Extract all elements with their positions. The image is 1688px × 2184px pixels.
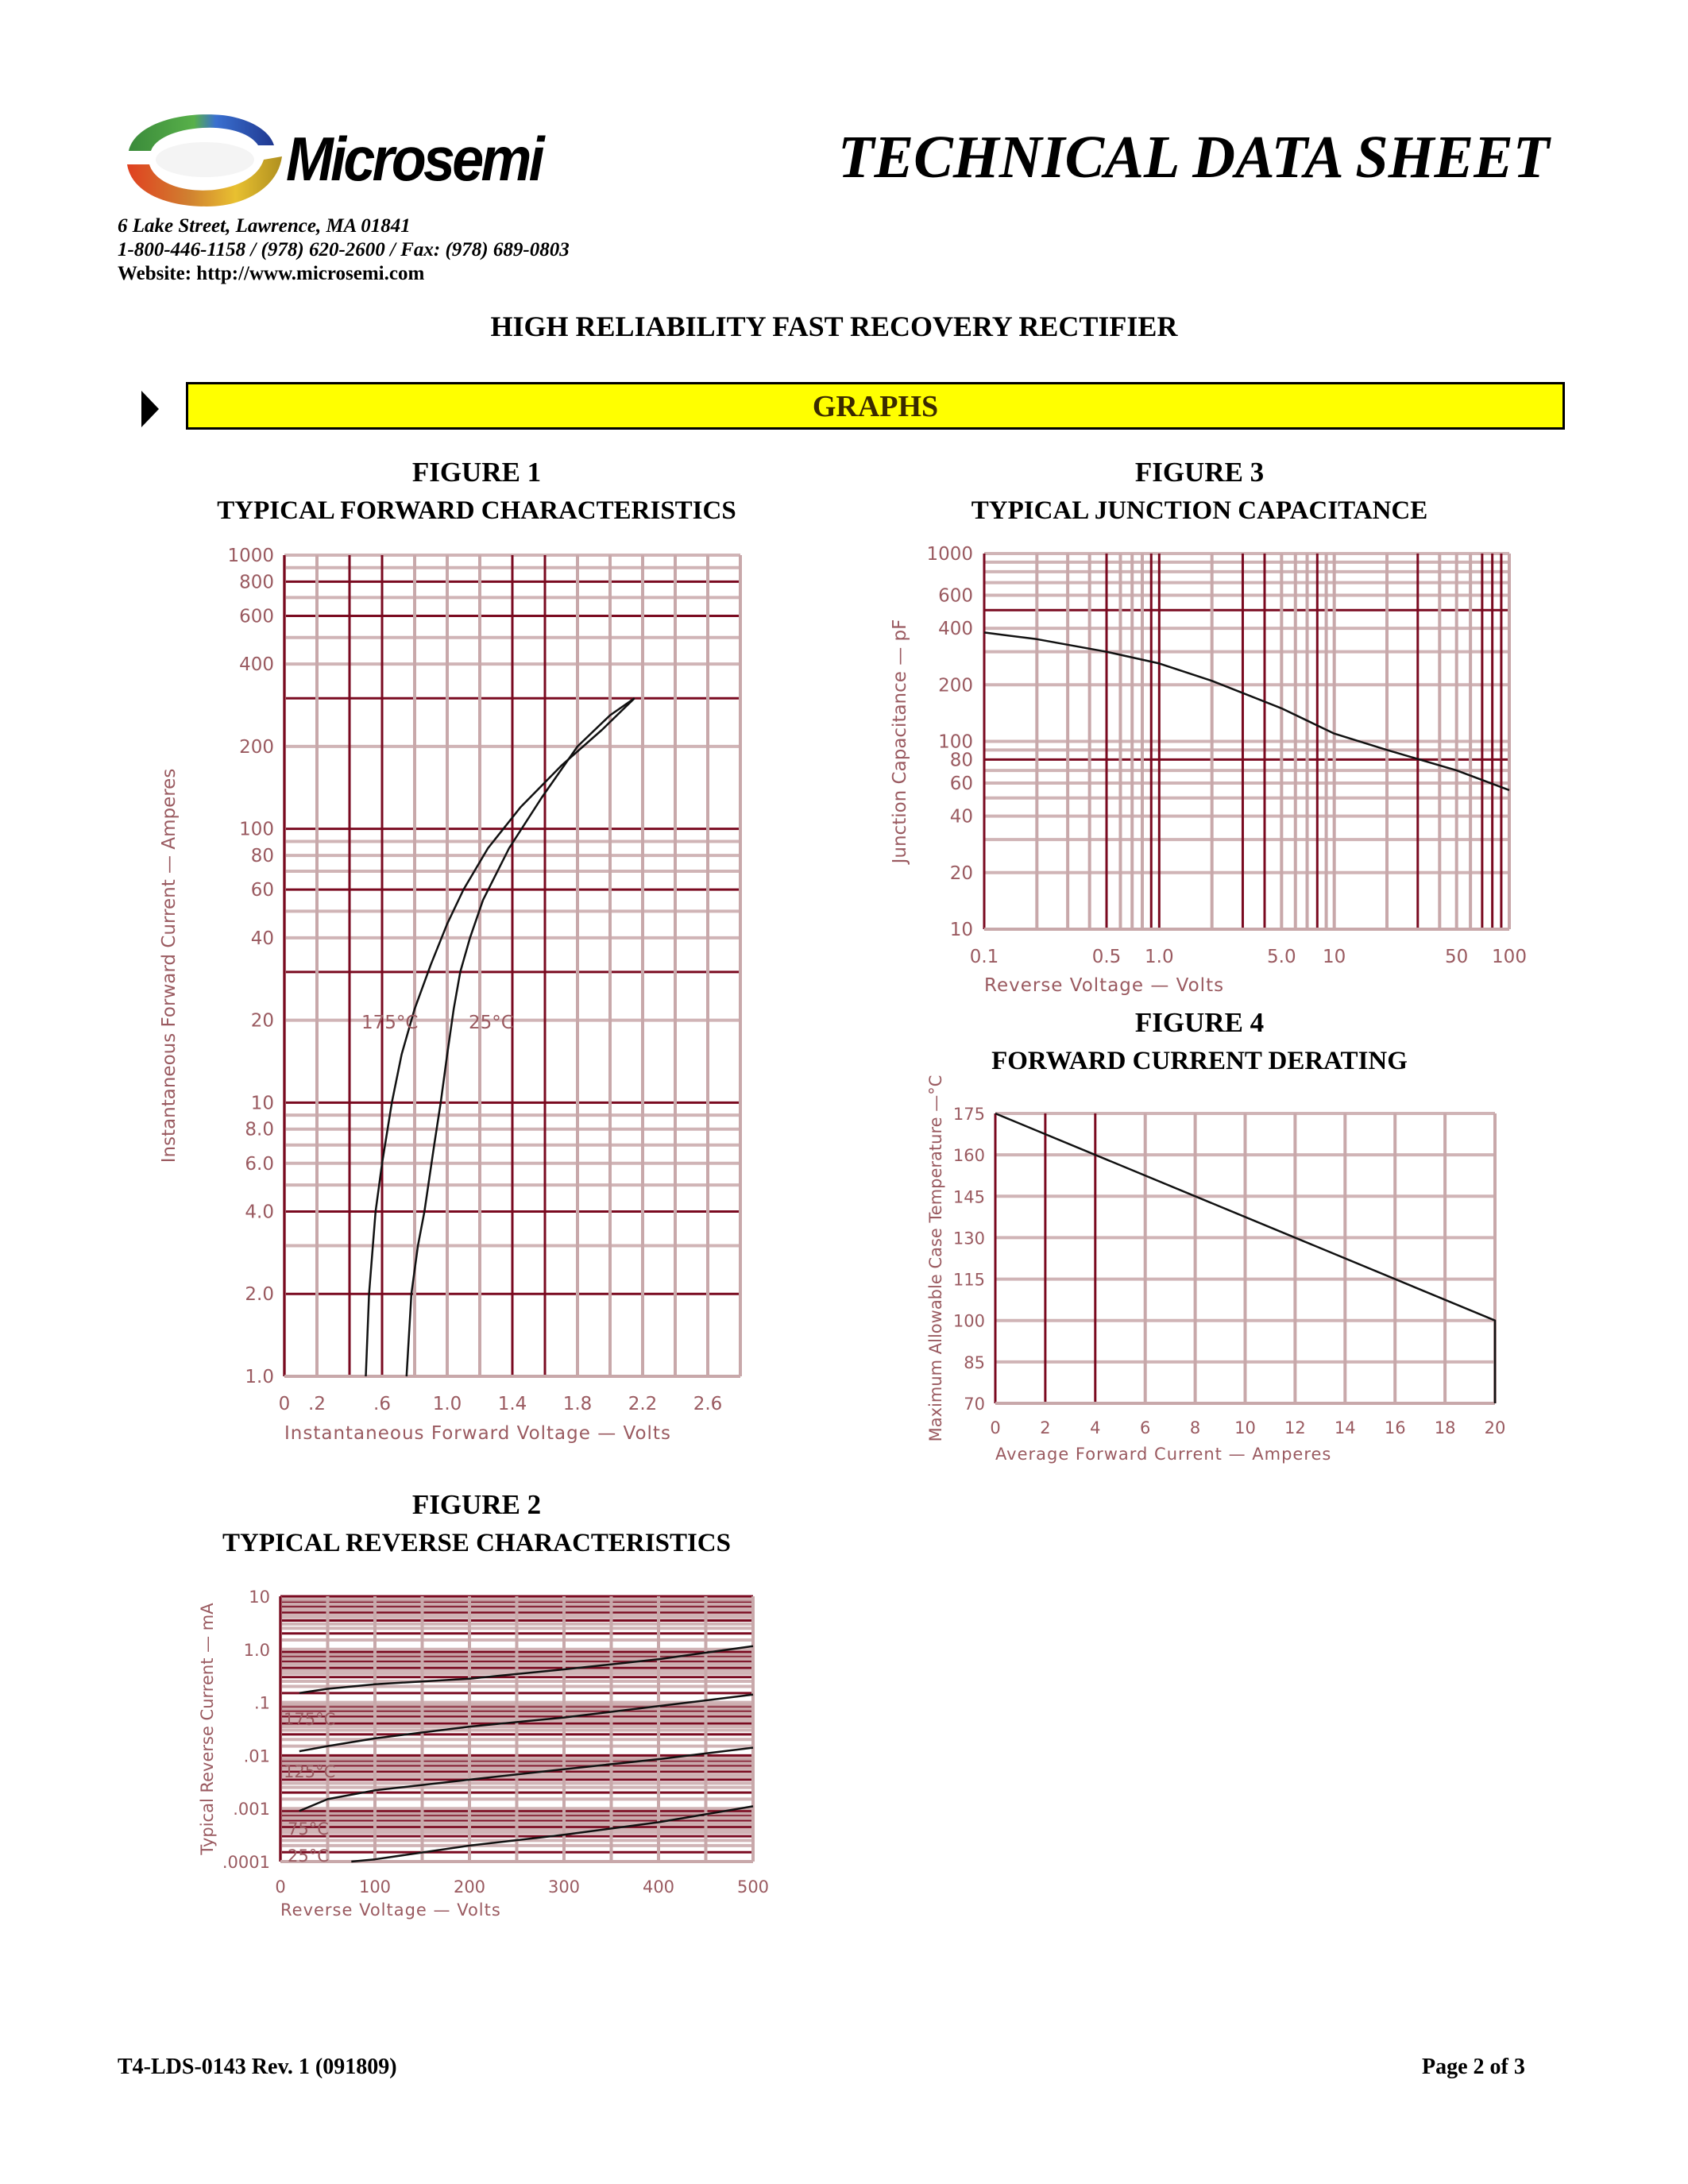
y-axis-label: Instantaneous Forward Current — Amperes	[159, 768, 180, 1163]
figure3-chart	[890, 544, 1527, 996]
y-tick-label: 40	[949, 806, 973, 828]
figure3-title: TYPICAL JUNCTION CAPACITANCE	[971, 496, 1428, 525]
figure4-title: FORWARD CURRENT DERATING	[991, 1047, 1408, 1075]
x-tick-label: 400	[642, 1877, 675, 1897]
y-tick-label: 4.0	[245, 1202, 274, 1223]
x-tick-label: 1.0	[432, 1394, 462, 1414]
figure1-label: FIGURE 1	[411, 457, 542, 488]
y-axis-label: Maximum Allowable Case Temperature —°C	[926, 1075, 945, 1442]
x-tick-label: 12	[1284, 1418, 1306, 1437]
y-tick-label: 60	[250, 880, 274, 901]
series-line-175°C	[366, 698, 635, 1376]
x-axis-label: Average Forward Current — Amperes	[995, 1445, 1332, 1464]
x-tick-label: 200	[453, 1877, 486, 1897]
x-tick-label: 50	[1445, 947, 1469, 967]
y-tick-label: 2.0	[245, 1284, 274, 1306]
y-tick-label: 115	[952, 1270, 985, 1290]
y-tick-label: 60	[949, 773, 973, 794]
x-tick-label: 300	[547, 1877, 581, 1897]
figure1-chart	[159, 546, 740, 1444]
x-tick-label: 5.0	[1267, 947, 1296, 967]
x-tick-label: 0.5	[1091, 947, 1122, 967]
document-title: TECHNICAL DATA SHEET	[838, 124, 1550, 191]
x-tick-label: 100	[358, 1877, 392, 1897]
x-tick-label: .2	[308, 1394, 326, 1414]
x-tick-label: 0	[990, 1418, 1001, 1437]
x-tick-label: 0	[275, 1877, 286, 1897]
y-tick-label: 160	[952, 1146, 985, 1166]
figure1-title: TYPICAL FORWARD CHARACTERISTICS	[217, 496, 736, 525]
figure2-chart	[198, 1588, 769, 1920]
y-tick-label: 40	[250, 928, 274, 949]
x-tick-label: 0.1	[969, 947, 999, 967]
x-tick-label: 1.4	[497, 1394, 527, 1414]
y-tick-label: 20	[250, 1010, 274, 1032]
y-tick-label: 10	[949, 920, 973, 940]
x-tick-label: 10	[1234, 1418, 1256, 1437]
figure2-title: TYPICAL REVERSE CHARACTERISTICS	[222, 1529, 731, 1557]
x-tick-label: 18	[1434, 1418, 1456, 1437]
x-tick-label: 100	[1492, 947, 1527, 967]
x-tick-label: 8	[1189, 1418, 1201, 1437]
y-tick-label: 200	[239, 736, 274, 758]
y-tick-label: 100	[938, 731, 973, 753]
x-tick-label: 2	[1040, 1418, 1051, 1437]
x-tick-label: 1.8	[562, 1394, 593, 1414]
y-tick-label: 10	[249, 1588, 270, 1607]
y-tick-label: 80	[250, 846, 274, 867]
y-tick-label: 800	[239, 572, 274, 593]
x-axis-label: Reverse Voltage — Volts	[280, 1900, 501, 1920]
y-tick-label: 130	[952, 1229, 985, 1248]
y-tick-label: 10	[250, 1093, 274, 1114]
y-tick-label: 600	[239, 606, 274, 627]
y-tick-label: .001	[233, 1800, 270, 1819]
phone-numbers: 1-800-446-1158 / (978) 620-2600 / Fax: (978) 689-0803	[118, 239, 570, 260]
product-subtitle: HIGH RELIABILITY FAST RECOVERY RECTIFIER	[490, 311, 1178, 342]
x-axis-label: Reverse Voltage — Volts	[984, 975, 1225, 996]
y-tick-label: 400	[938, 619, 973, 640]
x-tick-label: 0	[278, 1394, 291, 1414]
y-tick-label: 1000	[926, 544, 973, 565]
y-tick-label: 85	[964, 1352, 985, 1372]
x-tick-label: 14	[1334, 1418, 1356, 1437]
website[interactable]: Website: http://www.microsemi.com	[118, 263, 425, 284]
x-tick-label: 500	[736, 1877, 770, 1897]
y-tick-label: 70	[964, 1395, 985, 1414]
x-tick-label: 2.6	[693, 1394, 723, 1414]
figure4-label: FIGURE 4	[1134, 1007, 1265, 1038]
x-tick-label: 6	[1140, 1418, 1151, 1437]
y-tick-label: 8.0	[245, 1119, 274, 1140]
curve-label: 175°C	[361, 1013, 419, 1033]
x-tick-label: 16	[1384, 1418, 1406, 1437]
figure2-label: FIGURE 2	[411, 1489, 542, 1520]
y-tick-label: .01	[243, 1746, 270, 1766]
x-tick-label: 10	[1323, 947, 1346, 967]
x-tick-label: 1.0	[1145, 947, 1174, 967]
y-tick-label: 6.0	[245, 1153, 274, 1175]
series-line-Capacitance	[984, 632, 1509, 790]
y-tick-label: 1.0	[245, 1367, 274, 1387]
y-tick-label: 400	[239, 654, 274, 676]
y-tick-label: 1000	[227, 546, 274, 566]
y-tick-label: .0001	[222, 1853, 270, 1872]
figure3-label: FIGURE 3	[1134, 457, 1265, 488]
y-tick-label: 100	[952, 1311, 985, 1331]
x-tick-label: 20	[1484, 1418, 1506, 1437]
section-bar-graphs: GRAPHS	[186, 382, 1565, 430]
y-tick-label: 80	[949, 750, 973, 771]
y-tick-label: 1.0	[243, 1640, 270, 1660]
x-axis-label: Instantaneous Forward Voltage — Volts	[284, 1423, 671, 1444]
y-tick-label: 600	[938, 585, 973, 607]
y-tick-label: 200	[938, 675, 973, 696]
logo-wordmark: Microsemi	[286, 124, 542, 194]
document-id: T4-LDS-0143 Rev. 1 (091809)	[118, 2055, 397, 2079]
page-number: Page 2 of 3	[1422, 2055, 1525, 2079]
y-axis-label: Typical Reverse Current — mA	[198, 1603, 217, 1855]
x-tick-label: .6	[373, 1394, 391, 1414]
x-tick-label: 2.2	[628, 1394, 658, 1414]
y-tick-label: 100	[239, 819, 274, 840]
curve-label: 125°C	[284, 1762, 336, 1781]
curve-label: 25°C	[469, 1013, 514, 1033]
curve-label: 25°C	[288, 1846, 329, 1866]
series-line-25°C	[407, 698, 635, 1376]
address: 6 Lake Street, Lawrence, MA 01841	[118, 215, 411, 237]
y-tick-label: .1	[253, 1693, 270, 1713]
x-tick-label: 4	[1090, 1418, 1101, 1437]
y-tick-label: 20	[949, 862, 973, 884]
figure4-chart	[926, 1075, 1505, 1464]
curve-label: 75°C	[288, 1819, 329, 1839]
y-axis-label: Junction Capacitance — pF	[890, 619, 910, 864]
y-tick-label: 175	[952, 1105, 985, 1124]
curve-label: 175°C	[284, 1710, 336, 1729]
y-tick-label: 145	[952, 1187, 985, 1207]
